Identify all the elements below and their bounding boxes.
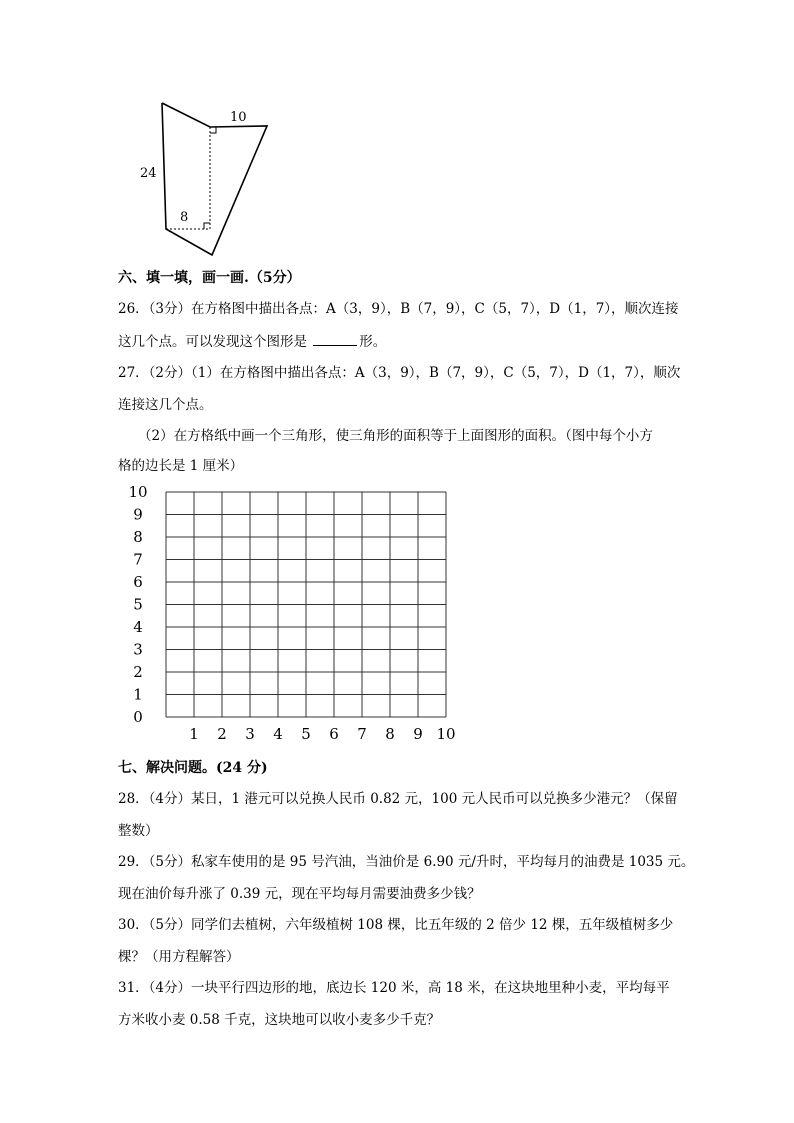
answer-blank[interactable] <box>313 331 357 346</box>
label-8: 8 <box>180 210 189 225</box>
q29-line2: 现在油价每升涨了 0.39 元，现在平均每月需要油费多少钱？ <box>118 886 481 902</box>
q27-line2: 连接这几个点。 <box>118 397 213 413</box>
y-tick-label: 2 <box>133 663 143 681</box>
y-tick-label: 5 <box>133 595 143 614</box>
y-tick-label: 1 <box>133 685 143 704</box>
y-tick-label: 6 <box>133 573 143 591</box>
x-tick-label: 1 <box>189 725 199 742</box>
y-tick-label: 3 <box>133 640 143 659</box>
q26-line2-prefix: 这几个点。可以发现这个图形是 <box>118 334 307 350</box>
q28-line1: 28．（4分）某日，1 港元可以兑换人民币 0.82 元，100 元人民币可以兑换多少港元？（保留 <box>118 791 678 807</box>
q26-line1: 26．（3分）在方格图中描出各点：A（3，9），B（7，9），C（5，7），D（1，7），顺次连接 <box>118 301 679 317</box>
label-10: 10 <box>230 110 247 125</box>
q31-line1: 31．（4分）一块平行四边形的地，底边长 120 米，高 18 米，在这块地里种小麦，平均每平 <box>118 980 670 996</box>
x-tick-label: 9 <box>413 725 423 742</box>
y-tick-label: 9 <box>133 505 143 524</box>
right-angle-mark-top <box>210 127 216 133</box>
q27-line3: （2）在方格纸中画一个三角形，使三角形的面积等于上面图形的面积。（图中每个小方 <box>138 428 653 444</box>
q27-line1: 27．（2分）（1）在方格图中描出各点：A（3，9），B（7，9），C（5，7），D（1，7），顺次 <box>118 365 681 381</box>
figure-outline <box>162 103 267 255</box>
section-7-heading: 七、解决问题。(24 分) <box>118 760 268 776</box>
x-tick-label: 3 <box>245 725 255 742</box>
q29-line1: 29．（5分）私家车使用的是 95 号汽油，当油价是 6.90 元/升时，平均每月的油费是 1035 元。 <box>118 854 695 870</box>
x-tick-label: 6 <box>329 725 339 742</box>
y-tick-label: 0 <box>133 708 143 726</box>
section-6-heading: 六、填一填，画一画.（5分） <box>118 270 301 286</box>
y-tick-label: 4 <box>133 618 143 636</box>
q26-line2 <box>118 331 386 352</box>
label-24: 24 <box>140 166 157 181</box>
q31-line2: 方米收小麦 0.58 千克，这块地可以收小麦多少千克？ <box>118 1012 441 1028</box>
right-angle-mark-bottom <box>204 223 210 229</box>
x-tick-label: 7 <box>357 725 367 742</box>
q28-line2: 整数） <box>118 823 159 839</box>
composite-figure <box>130 95 290 265</box>
y-tick-label: 10 <box>128 483 148 501</box>
q30-line2: 棵？（用方程解答） <box>118 949 240 965</box>
q26-line2-suffix: 形。 <box>359 334 387 350</box>
x-tick-label: 5 <box>301 725 311 742</box>
q30-line1: 30．（5分）同学们去植树，六年级植树 108 棵，比五年级的 2 倍少 12 棵，五年级植树多少 <box>118 917 674 933</box>
x-tick-label: 4 <box>273 725 283 742</box>
y-tick-label: 7 <box>133 550 143 569</box>
x-tick-label: 8 <box>385 725 395 742</box>
x-tick-label: 2 <box>217 725 227 742</box>
y-tick-label: 8 <box>133 528 143 546</box>
q27-line4: 格的边长是 1 厘米） <box>118 458 244 474</box>
x-tick-label: 10 <box>436 725 456 742</box>
coordinate-grid[interactable] <box>110 480 470 742</box>
